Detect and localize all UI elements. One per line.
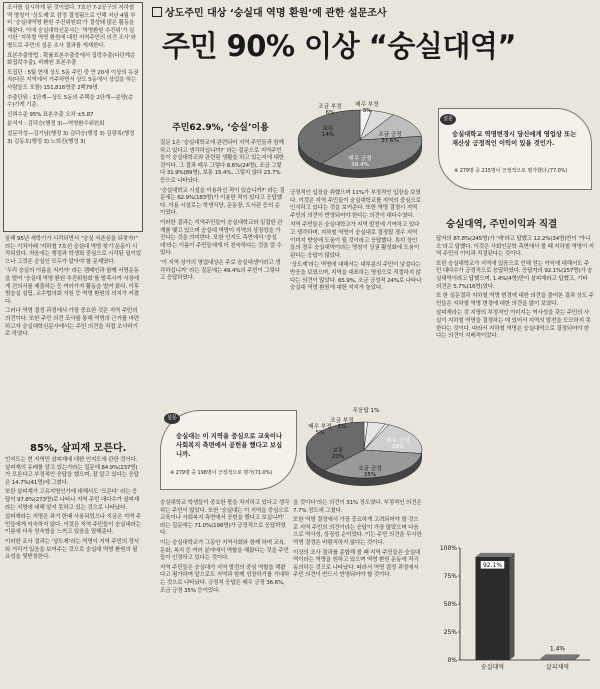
pie-label: 보통 20%	[331, 448, 345, 460]
survey-badge: 설문	[164, 413, 180, 424]
body-paragraph: 살피재라는 지명은 과거 한때 사용되었으나 지금은 지역 주민들에게 익숙하지 않다. 이것은 지역 주민들이 숭실대라는 이름에 더욱 친숙함을 느끼고 있음을 말해준다.	[5, 514, 141, 536]
left-intro-text	[7, 5, 139, 148]
checkbox-square-icon	[152, 7, 162, 17]
headline: 주민 90% 이상 “숭실대역”	[162, 29, 516, 63]
bar-category-label: 숭실대역	[480, 664, 505, 671]
column-paragraph: ‘숭실대학교 시설을 이용하신 적이 있습니까?’ 라는 질문에는 62.9%(183명)가 이용한 적이 있다고 응답했다. 이용 시설로는 학생식당, 운동장, 도서관 등의 순이었다.	[160, 187, 285, 217]
column-paragraph: 또한 역명 결정에서 가장 중요하게 고려되어야 할 것으로 지역 주민의 의견이라는 응답이 가장 많았으며 다음으로 역사성, 상징성 순이었다. 이는 주민 의견을 무시한 역명 결정은 바람직하지 않다는 것이다.	[293, 517, 422, 546]
column-paragraph: ‘이 지역 상가의 영업대상은 주로 숭실대생이라고 생각하십니까’ 라는 질문에는 49.4%의 주민이 그렇다고 응답하였다.	[160, 259, 281, 282]
left-subheading: 85%, 살피재 모른다.	[30, 443, 127, 454]
body-paragraph: 또한 살피재가 고유지명인가에 대해서도 ‘모른다’ 라는 응답이 97.8%(273명)로 나타나 지역 주민 대다수가 살피재라는 지명에 대해 알지 못하고 있는 것으로 나타났다.	[5, 489, 139, 511]
intro-paragraph: 모집단 : 5월 현재 상도 5동 주민 중 만 20세 이상의 유권자(다른 지역에서 거주하면서 상도 5동에서 상업을 하는 사람들도 포함) 151,816명중 2백79명.	[7, 69, 139, 91]
pie-label: 매우 긍정 39.4%	[348, 156, 372, 168]
pie-label: 조금 부정 6%	[318, 104, 342, 116]
pie-top-label: 무응답 1%	[352, 408, 380, 414]
body-paragraph: 이러한 조사 결과는 ‘상도제’라는 역명이 지역 주민의 정서와 거리가 있음을 보여주는 것으로 숭실대 역명 환원의 필요성을 뒷받침한다.	[5, 538, 139, 561]
survey-badge-right: 설문	[440, 114, 456, 125]
right-question-note: ※ 279명 중 215명이 긍정적으로 평가했다.(77.0%)	[454, 168, 568, 174]
question2-text: 숭실대는 이 지역을 중심으로 교육이나 사회복지 측면에서 공헌을 했다고 보십니까.	[176, 433, 283, 458]
y-tick-label: 100%	[439, 545, 457, 552]
center-column-b	[290, 190, 422, 295]
pie-label: 조금 부정 1%	[330, 418, 354, 430]
intro-paragraph: 설문작성—김기남(행정 3) 김덕승(행정 3) 김광록(행정 3) 김동호(행정 3) 노희진(행정 3)	[7, 130, 135, 145]
body-paragraph: 올해 95년 새학기가 시작되면서 “숭실 자존심을 되찾자!” 라는 기치아래 ‘지하철 7호선 숭실대 역명 찾기’운동이 시작되었다. 처음에는 행정과 학생회 중심으로 시작된 일이었으나 그것은 숭실인 모두가 알아야 할 문제였다.	[5, 236, 141, 265]
pie-label: 조금 긍정 37.6%	[378, 132, 402, 144]
right-paragraph: 또 한 설문결과 지하철 역명 변경에 대한 의견을 물어본 결과 상도 주민들은 지하철 역명 변경에 대한 의견을 많이 보였다.	[436, 293, 594, 307]
left-body-text	[5, 236, 141, 341]
bar-category-label: 살피재역	[545, 664, 570, 671]
column-paragraph: 숭실대학교 학생들이 중요한 몫을 차지하고 있다고 생각하는 주민이 많았다. 또한 ‘숭실대는 이 지역을 중심으로 교육이나 사회복지 측면에서 공헌을 했다고 보십니까’ 라는 질문에는 71.0%(198명)가 긍정적으로 응답하였다.	[160, 500, 290, 537]
column-paragraph: 긍정적인 입장을 취했으며 11%가 부정적인 입장을 보였다. 이것은 지역 주민들이 숭실대학교를 지역의 중심으로 인식하고 있다는 것을 보여준다. 또한 역명 결정시 지역주민의 의견이 반영되어야 한다는 의견이 대다수였다.	[290, 190, 421, 219]
column-paragraph: 지역 주민들은 숭실대가 지역 발전의 중심 역할을 해왔다고 평가하며 앞으로도 지역과 함께 성장하기를 기대하는 것으로 나타났다. 긍정적 응답은 매우 긍정 36.6%, 조금 긍정 35% 등이었다.	[160, 564, 290, 594]
intro-paragraph: 추출단위 : 1단계—상도 5동의 주택을 2단계—분양(층수)가게 기준.	[7, 94, 134, 109]
y-tick-label: 0%	[447, 657, 457, 664]
pie-label: 매우 긍정 38%	[386, 438, 410, 450]
pie-label: 매우 부정 5%	[308, 424, 332, 436]
intro-paragraph: 표본추출방법 : 확률표본추출중에서 집락추출(다단계층화집락추출), 비례원 표본추출	[7, 52, 136, 67]
left-body-text-2	[5, 457, 141, 564]
column-paragraph: 을 것이다’라는 의견이 31% 정도였다. 부정적인 의견은 7.7% 정도에 그쳤다.	[293, 500, 422, 514]
right-question-box	[438, 108, 592, 190]
top-label: 상도주민 대상 ‘숭실대 역명 환원’에 관한 설문조사	[152, 4, 387, 19]
column-paragraph: ‘상도제’라는 역명에 대해서는 대부분의 주민이 낯설다는 반응을 보였으며, 지역을 대표하는 명칭으로 적절하지 않다는 의견이 많았다. 65.9%, 조금 긍정적 24%로 나타나 숭실대 역명 환원에 대한 지지가 높았다.	[290, 262, 422, 292]
column-paragraph: 지역 주민들은 숭실대학교가 지역 발전에 기여하고 있다고 생각하며, 지하철 역명이 숭실대로 결정될 경우 지역 이미지 향상에 도움이 될 것이라고 응답했다. 특히 상인들의 경우 숭실대역이라는 명칭이 상권 활성화에 도움이 된다는 응답이 많았다.	[290, 222, 420, 259]
center-column-d	[293, 500, 423, 582]
pie-label: 매우 부정 3%	[355, 102, 379, 114]
bar-value-label: 1.4%	[549, 645, 566, 653]
y-tick-label: 75%	[443, 573, 457, 580]
pie-label: 보통 14%	[321, 126, 335, 138]
pie-chart-1	[290, 96, 430, 188]
y-tick-label: 50%	[443, 601, 457, 608]
intro-paragraph: 조사를 실시하게 된 것이었다. 7호선 7-2공구의 지하철역 명칭이 ‘상도제’로 잠정 결정됨으로 인해 지난 4월 부터 ‘숭실대역명 환원 추진위원회’가 결성돼 많은 활동을 해왔다. 이에 숭실대학신문사는 ‘역명환원 추진위’가 실시한 ‘지하철 역명 환원에 대한 지역주민의 의견 조사’와 별도로 주민의 설문 조사 결과를 게재한다.	[7, 5, 136, 49]
bar-chart	[432, 520, 597, 680]
pie-chart-2	[298, 404, 428, 494]
body-paragraph: 그러나 역명 결정 과정에서 가장 중요한 것은 지역 주민의 의견이다. 또한 주민 의견 조사를 통해 역명의 근거를 마련하고자 숭실대학신문사에서는 주민 의견을 직접 조사하기로 하였다.	[5, 308, 139, 338]
question1-heading: 주민62.9%, ‘숭실’이용	[172, 123, 269, 133]
bar-top	[541, 654, 580, 658]
body-paragraph: 인지도는 현 지역민 살피재에 대한 인지도에 관한 것이다. 살피재의 유래를 알고 있는가라는 질문에 84.9%(237명)가 모른다고 부정적인 응답을 했으며, 잘 알고 있다는 응답은 14.7%(41명)에 그쳤다.	[5, 457, 139, 486]
right-paragraph: 또한 숭실대학교가 지역에 있음으로 인해 얻는 이익에 대해서도 주민 대다수가 긍정적으로 응답하였다. 응답자의 92.1%(257명)가 숭실대역이라고 답했으며, 1.4%(4명)만이 살피재라고 답했고, 기타 의견은 5.7%(16명)였다.	[436, 260, 593, 290]
right-question-text: 숭실대학교 역명변경시 당신에게 영업상 또는 재산상 긍정적인 이익이 있을 것인가.	[452, 131, 577, 147]
center-column-c	[160, 500, 290, 597]
bar	[541, 658, 575, 660]
bar-side	[510, 553, 515, 660]
right-paragraph: 답자의 87.8%(245명)가 ‘예’라고 답했고 12.2%(34명)만이 ‘아니오’라고 답했다. 이것은 사회인문학 측면에서 볼 때 지하철 역명이 지역 주민의 이익과 직결된다는 것이다.	[436, 236, 594, 258]
pie-label: 조금 긍정 35%	[358, 466, 382, 478]
intro-paragraph: 신뢰수준 95% 표본추출 오차 ±5.87	[7, 111, 94, 118]
bar-top	[476, 553, 515, 557]
column-paragraph: 이는 숭실대학교가 그동안 지역사회와 함께 하며 교육, 문화, 복지 등 여러 분야에서 역할을 해왔다는 것을 주민들이 인정하고 있다는 것이다.	[160, 539, 289, 562]
column-paragraph: 이러한 결과는 지역주민들이 숭실대학교와 밀접한 관계를 맺고 있으며 숭실대 역명이 지역의 상징성을 가진다는 것을 의미한다. 또한 인지도 측면에서 ‘숭실대’라는 이름이 주민들에게 더 친숙하다는 것을 알 수 있다.	[160, 219, 283, 257]
question2-note: ※ 279명 중 198명이 긍정적으로 평가(71.0%)	[170, 470, 273, 476]
right-body-text	[436, 236, 594, 343]
right-subheading: 숭실대역, 주민이익과 직결	[446, 219, 558, 230]
bar	[476, 557, 510, 660]
center-column-a	[160, 140, 285, 285]
body-paragraph: ‘우리 숭실의 이름을 지키자’ 라는 캠페인과 함께 서명운동을 벌여 ‘숭실대 역명 환원 추진위원회’를 발족시켜 시장에게 건의서를 제출하는 등 여러가지 활동을 벌여 왔다. 이후 범숭실 설립, 교수협의회 지원 등 역명 환원의 의지가 커졌다.	[5, 268, 139, 305]
right-paragraph: 살피재라는 것 지명의 부정적인 이미지는 역사성을 갖는 주민의 사실이 지하철 역명을 결정하는 데 있어서 지역의 발전을 도모하지 못한다는 것이다. 따라서 지하철 역명은 숭실대역으로 결정되어야 한다는 의견이 지배적이었다.	[436, 310, 591, 340]
column-paragraph: 이상의 조사 결과를 종합해 볼 때 지역 주민들은 숭실대역이라는 역명을 원하고 있으며 역명 환원 운동에 적극 동의하는 것으로 나타났다. 따라서 역명 결정 과정에서 주민 의견이 반드시 반영되어야 할 것이다.	[293, 549, 421, 579]
intro-paragraph: 분석자 : 김덕승(행정 3)—역명환수위원회	[7, 121, 105, 128]
bar-value-label: 92.1%	[482, 561, 503, 569]
column-paragraph: 질문 1은 ‘숭실대학교에 관련되어 지역 주민들과 함께 하고 있다고 생각하십니까?’ 라는 질문으로 지역주민들이 숭실대학교와 관련된 생활을 하고 있는지에 대한 것이다. 그 결과 매우 그렇다 8.6%(24명), 조금 그렇다 31.9%(89명), 보통 15.4%, 그렇지 않다 23.7% 등으로 나타났다.	[160, 140, 284, 184]
y-tick-label: 25%	[443, 629, 457, 636]
